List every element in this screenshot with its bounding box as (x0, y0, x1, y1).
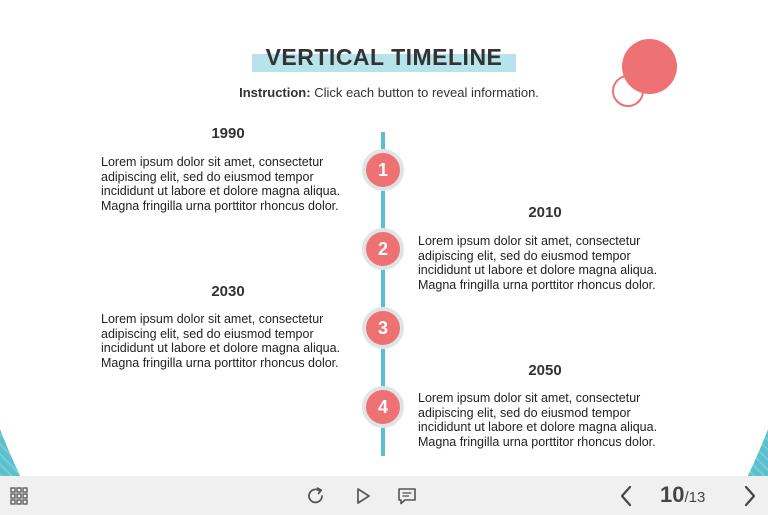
current-page: 10 (660, 482, 685, 507)
replay-icon[interactable] (304, 484, 328, 508)
timeline-button-3[interactable]: 3 (362, 307, 404, 349)
decorative-ring (612, 75, 644, 107)
page-title (252, 44, 517, 71)
chevron-right-icon[interactable] (738, 483, 762, 509)
timeline-text-3: Lorem ipsum dolor sit amet, consectetur adipiscing elit, sed do eiusmod tempor incididunt ut labore et dolore magna aliqua. Magna fringilla urna porttitor rhoncus dolor. (101, 312, 341, 370)
timeline-year-3: 2030 (211, 283, 245, 300)
page-counter (660, 482, 705, 508)
instruction-text: Click each button to reveal information. (310, 85, 539, 100)
timeline-year-1: 1990 (211, 125, 245, 142)
timeline-text-4: Lorem ipsum dolor sit amet, consectetur adipiscing elit, sed do eiusmod tempor incididunt ut labore et dolore magna aliqua. Magna fringilla urna porttitor rhoncus dolor. (418, 391, 658, 449)
timeline-button-1[interactable]: 1 (362, 149, 404, 191)
play-icon[interactable] (351, 484, 375, 508)
timeline-year-4: 2050 (528, 362, 562, 379)
chevron-left-icon[interactable] (614, 483, 638, 509)
navigation-bar (0, 476, 768, 515)
grid-menu-icon[interactable] (8, 485, 30, 507)
timeline-year-2: 2010 (528, 204, 562, 221)
timeline-button-2[interactable]: 2 (362, 228, 404, 270)
timeline-button-4[interactable]: 4 (362, 386, 404, 428)
title-text: VERTICAL TIMELINE (265, 44, 503, 70)
timeline-text-1: Lorem ipsum dolor sit amet, consectetur adipiscing elit, sed do eiusmod tempor incididunt ut labore et dolore magna aliqua. Magna fringilla urna porttitor rhoncus dolor. (101, 155, 341, 213)
timeline-text-2: Lorem ipsum dolor sit amet, consectetur adipiscing elit, sed do eiusmod tempor incididunt ut labore et dolore magna aliqua. Magna fringilla urna porttitor rhoncus dolor. (418, 234, 658, 292)
total-pages: /13 (684, 489, 706, 506)
comment-icon[interactable] (395, 484, 419, 508)
instruction-label: Instruction: (239, 85, 311, 100)
